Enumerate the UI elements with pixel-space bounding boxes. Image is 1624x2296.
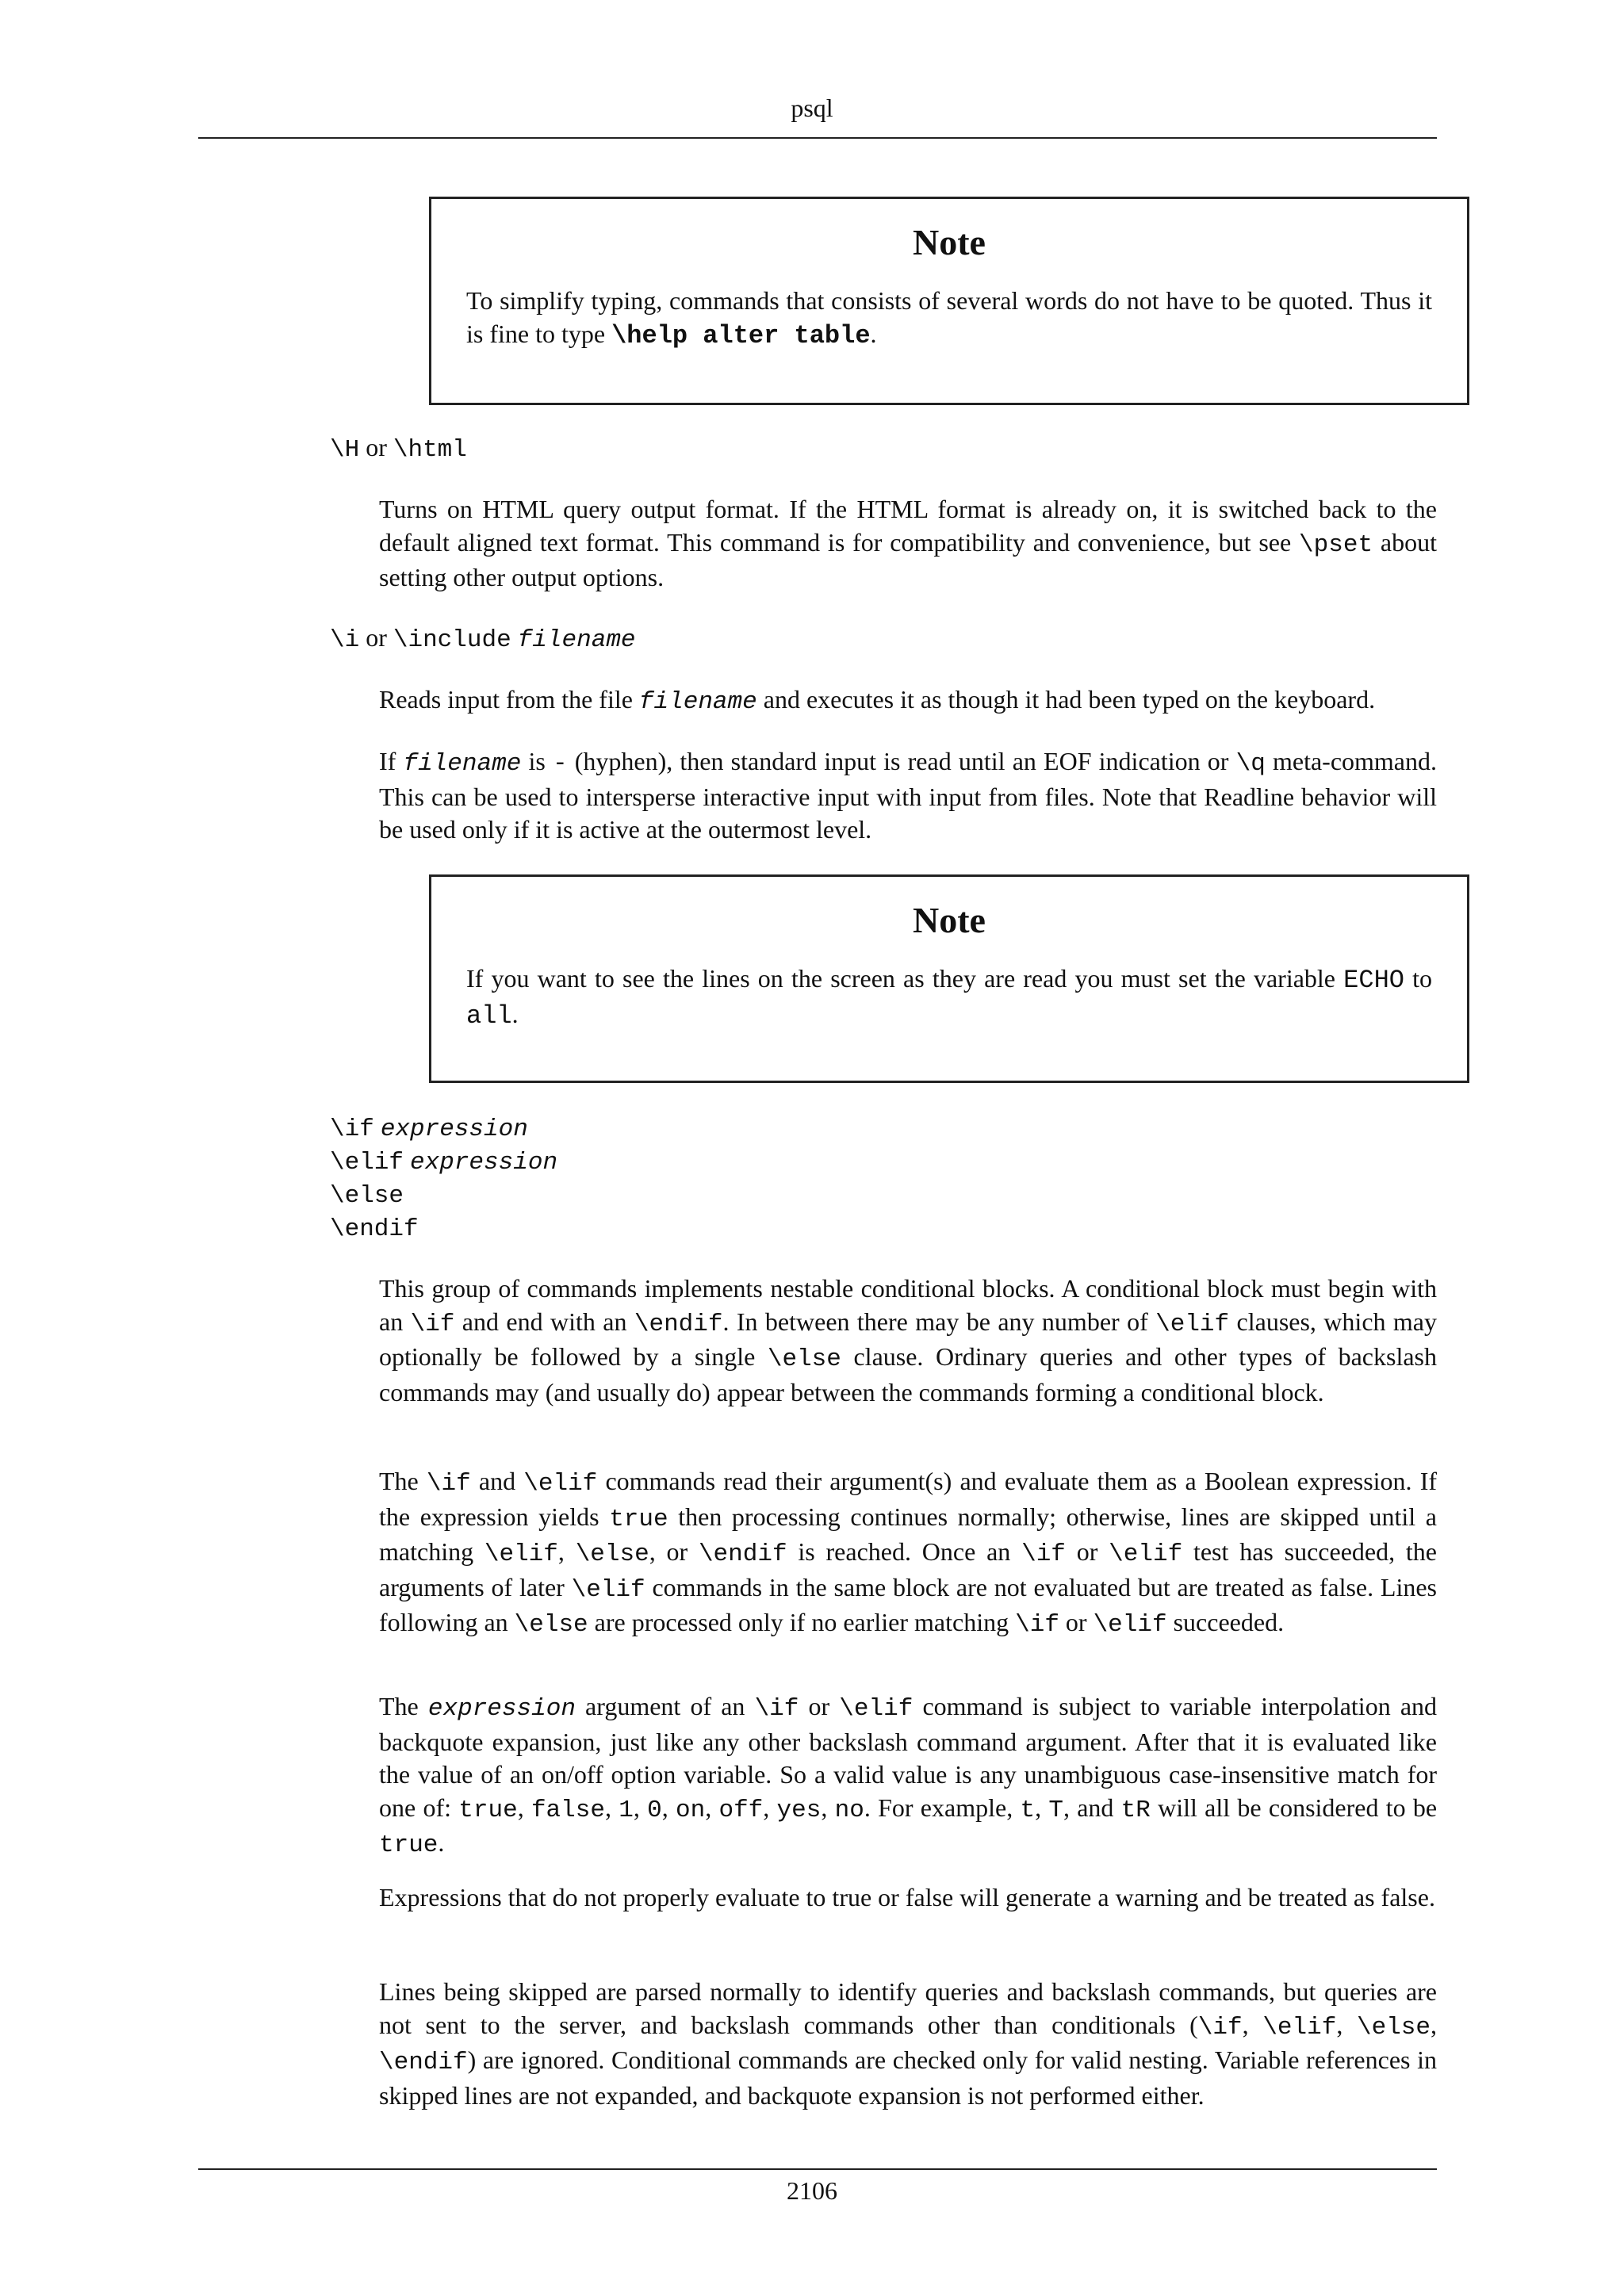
html-description: Turns on HTML query output format. If the HTML format is already on, it is switched back to the default aligned text format. This command is for compatibility and convenience, but see \pset about setting other output options. (379, 495, 1438, 591)
term-include: \i or \include filename (330, 623, 636, 654)
term-endif: \endif (330, 1215, 419, 1243)
include-hyphen-description: If filename is - (hyphen), then standard input is read until an EOF indication or \q meta-command. This can be used to intersperse interactive input with input from files. Note that Readline behavior will be used only if it is active at the outermost level. (379, 747, 1437, 844)
expression-argument-description: The expression argument of an \if or \elif command is subject to variable interpolation and backquote expansion, just like any other backslash command argument. After that it is evaluated like the value of an on/off option variable. So a valid value is any unambiguous case-insensitive match for one of: true, false, 1, 0, on, off, yes, no. For example, t, T, and tR will all be considered to be true. (379, 1692, 1438, 1859)
note-title: Note (913, 900, 986, 940)
skipped-lines-description: Lines being skipped are parsed normally to identify queries and backslash commands, but queries are not sent to the server, and backslash commands other than conditionals (\if, \elif, \else, \endif) are ignored. Conditional commands are checked only for valid nesting. Variable references in skipped lines are not expanded, and backquote expansion is not performed either. (379, 1977, 1438, 2110)
term-else: \else (330, 1182, 404, 1210)
invalid-expression-description: Expressions that do not properly evaluate to true or false will generate a warning and be treated as false. (379, 1883, 1435, 1911)
if-description: This group of commands implements nestable conditional blocks. A conditional block must begin with an \if and end with an \endif. In between there may be any number of \elif clauses, which may optionally be followed by a single \else clause. Ordinary queries and other types of backslash commands may (and usually do) appear between the commands forming a conditional block. (379, 1274, 1438, 1406)
code-help-alter-table: \help alter table (611, 321, 871, 350)
note-box (429, 874, 1469, 1083)
note-box (429, 197, 1469, 405)
term-if: \if expression (330, 1115, 528, 1143)
note-text: If you want to see the lines on the screen as they are read you must set the variable ECHO to all. (466, 964, 1433, 1031)
if-evaluation-description: The \if and \elif commands read their argument(s) and evaluate them as a Boolean expression. If the expression yields true then processing continues normally; otherwise, lines are skipped until a matching \elif, \else, or \endif is reached. Once an \if or \elif test has succeeded, the arguments of later \elif commands in the same block are not evaluated but are treated as false. Lines following an \else are processed only if no earlier matching \if or \elif succeeded. (379, 1467, 1438, 1639)
footer-rule (198, 2168, 1437, 2170)
term-html: \H or \html (330, 433, 467, 464)
note-text: To simplify typing, commands that consists of several words do not have to be quoted. Thus it is fine to type \help alter table. (466, 286, 1432, 350)
term-elif: \elif expression (330, 1149, 558, 1177)
include-description: Reads input from the file filename and executes it as though it had been typed on the keyboard. (379, 685, 1376, 716)
note-title: Note (913, 222, 986, 262)
header-rule (198, 137, 1437, 139)
running-header: psql (791, 94, 833, 122)
page-number: 2106 (787, 2176, 837, 2205)
